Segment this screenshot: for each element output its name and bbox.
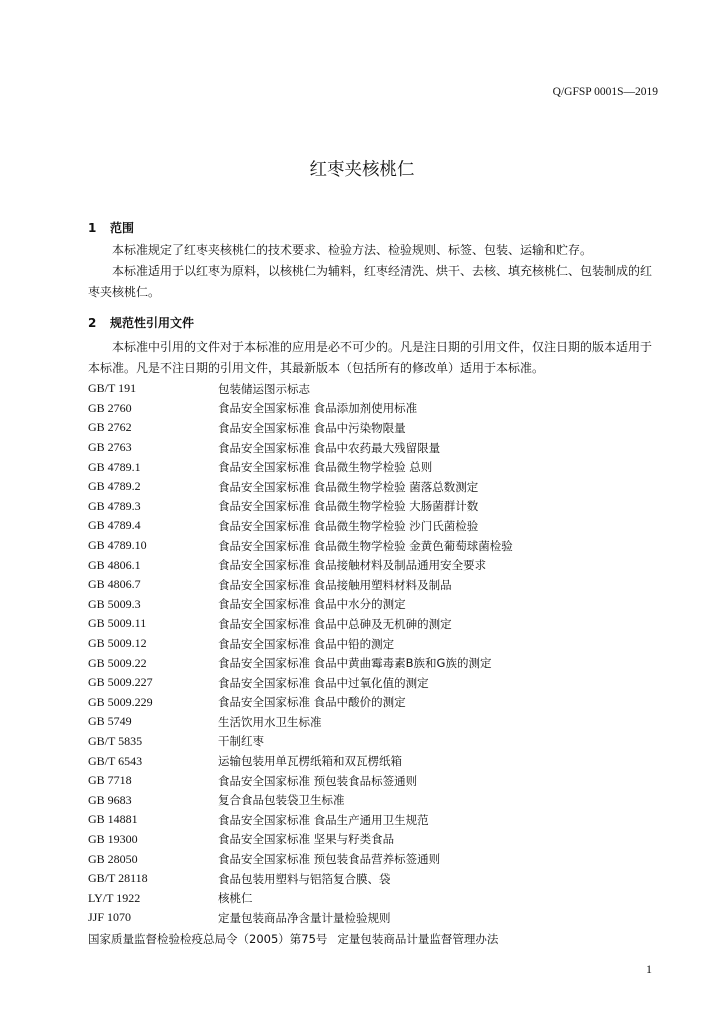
reference-title: 食品安全国家标准 预包装食品营养标签通则 xyxy=(218,852,441,867)
reference-title: 定量包装商品净含量计量检验规则 xyxy=(218,910,391,925)
reference-title: 食品安全国家标准 食品中总砷及无机砷的测定 xyxy=(218,616,452,631)
reference-code: GB 19300 xyxy=(88,831,138,846)
reference-code: GB 4789.3 xyxy=(88,498,141,513)
reference-title: 食品安全国家标准 食品微生物学检验 菌落总数测定 xyxy=(218,479,479,494)
reference-title: 食品安全国家标准 食品中过氧化值的测定 xyxy=(218,675,429,690)
reference-row xyxy=(88,908,513,928)
reference-code: GB 5009.12 xyxy=(88,636,147,651)
reference-title: 包装储运图示标志 xyxy=(218,381,310,396)
reference-title: 运输包装用单瓦楞纸箱和双瓦楞纸箱 xyxy=(218,754,402,769)
reference-code: GB 2763 xyxy=(88,440,132,455)
reference-row xyxy=(88,575,513,595)
reference-code: GB 4806.1 xyxy=(88,557,141,572)
reference-title: 食品包装用塑料与铝箔复合膜、袋 xyxy=(218,871,391,886)
reference-title: 食品安全国家标准 食品微生物学检验 沙门氏菌检验 xyxy=(218,518,479,533)
reference-title: 食品安全国家标准 食品接触材料及制品通用安全要求 xyxy=(218,558,487,573)
reference-row xyxy=(88,771,513,791)
reference-code: GB 4806.7 xyxy=(88,577,141,592)
reference-code: GB 5009.3 xyxy=(88,596,141,611)
order-reference-title: 定量包装商品计量监督管理办法 xyxy=(337,932,499,946)
reference-title: 食品安全国家标准 食品中黄曲霉毒素B族和G族的测定 xyxy=(218,656,492,671)
reference-title: 食品安全国家标准 食品中酸价的测定 xyxy=(218,695,406,710)
reference-code: GB 2762 xyxy=(88,420,132,435)
reference-title: 食品安全国家标准 食品中水分的测定 xyxy=(218,597,406,612)
reference-title: 食品安全国家标准 食品微生物学检验 总则 xyxy=(218,460,433,475)
reference-title: 食品安全国家标准 食品中铅的测定 xyxy=(218,636,395,651)
section-number: 2 xyxy=(88,316,97,330)
reference-row xyxy=(88,536,513,556)
reference-row xyxy=(88,595,513,615)
reference-row xyxy=(88,497,513,517)
reference-code: GB 4789.1 xyxy=(88,459,141,474)
section-title: 范围 xyxy=(110,221,135,235)
reference-code: GB/T 5835 xyxy=(88,733,143,748)
reference-code: GB 28050 xyxy=(88,851,138,866)
reference-title: 食品安全国家标准 食品添加剂使用标准 xyxy=(218,401,418,416)
reference-row xyxy=(88,438,513,458)
reference-row xyxy=(88,712,513,732)
reference-code: GB 4789.4 xyxy=(88,518,141,533)
reference-code: GB 14881 xyxy=(88,812,138,827)
reference-code: GB/T 6543 xyxy=(88,753,143,768)
reference-code: GB 5009.22 xyxy=(88,655,147,670)
reference-row xyxy=(88,732,513,752)
reference-code: GB 2760 xyxy=(88,400,132,415)
reference-row xyxy=(88,830,513,850)
reference-row xyxy=(88,849,513,869)
reference-title: 食品安全国家标准 坚果与籽类食品 xyxy=(218,832,395,847)
reference-row xyxy=(88,869,513,889)
reference-row xyxy=(88,810,513,830)
reference-title: 复合食品包装袋卫生标准 xyxy=(218,793,345,808)
reference-row xyxy=(88,399,513,419)
section-1-heading xyxy=(88,219,134,236)
reference-row xyxy=(88,477,513,497)
reference-code: JJF 1070 xyxy=(88,910,132,925)
reference-title: 食品安全国家标准 食品微生物学检验 金黄色葡萄球菌检验 xyxy=(218,538,513,553)
reference-title: 食品安全国家标准 预包装食品标签通则 xyxy=(218,773,418,788)
reference-code: LY/T 1922 xyxy=(88,890,141,905)
reference-row xyxy=(88,457,513,477)
reference-row xyxy=(88,653,513,673)
reference-code: GB 5009.229 xyxy=(88,694,153,709)
reference-code: GB 4789.10 xyxy=(88,538,147,553)
reference-code: GB 4789.2 xyxy=(88,479,141,494)
order-reference-code: 国家质量监督检验检疫总局令（2005）第75号 xyxy=(88,932,328,946)
reference-code: GB 7718 xyxy=(88,773,132,788)
order-reference-row xyxy=(88,931,498,947)
reference-row xyxy=(88,634,513,654)
section-1-paragraph: 本标准规定了红枣夹核桃仁的技术要求、检验方法、检验规则、标签、包装、运输和贮存。 xyxy=(112,243,593,257)
reference-row xyxy=(88,379,513,399)
reference-row xyxy=(88,888,513,908)
reference-title: 食品安全国家标准 食品生产通用卫生规范 xyxy=(218,812,429,827)
reference-title: 食品安全国家标准 食品接触用塑料材料及制品 xyxy=(218,577,452,592)
section-2-paragraph: 本标准中引用的文件对于本标准的应用是必不可少的。凡是注日期的引用文件，仅注日期的版本适用于本标准。凡是不注日期的引用文件，其最新版本（包括所有的修改单）适用于本标准。 xyxy=(88,340,653,375)
reference-code: GB 5009.227 xyxy=(88,675,153,690)
reference-row xyxy=(88,751,513,771)
reference-title: 食品安全国家标准 食品微生物学检验 大肠菌群计数 xyxy=(218,499,479,514)
reference-title: 食品安全国家标准 食品中农药最大残留限量 xyxy=(218,440,441,455)
document-title: 红枣夹核桃仁 xyxy=(309,160,415,180)
section-2-heading xyxy=(88,314,194,331)
reference-title: 生活饮用水卫生标准 xyxy=(218,714,322,729)
reference-row xyxy=(88,555,513,575)
reference-row xyxy=(88,516,513,536)
section-title: 规范性引用文件 xyxy=(110,316,195,330)
reference-row xyxy=(88,614,513,634)
reference-code: GB 9683 xyxy=(88,792,132,807)
reference-code: GB/T 28118 xyxy=(88,871,148,886)
page-number: 1 xyxy=(646,962,652,976)
section-1-paragraph: 本标准适用于以红枣为原料，以核桃仁为辅料，红枣经清洗、烘干、去核、填充核桃仁、包装制成的红枣夹核桃仁。 xyxy=(88,264,653,299)
reference-code: GB/T 191 xyxy=(88,381,137,396)
reference-list xyxy=(88,379,513,928)
reference-title: 干制红枣 xyxy=(218,734,264,749)
reference-title: 核桃仁 xyxy=(218,891,253,906)
section-number: 1 xyxy=(88,221,97,235)
reference-row xyxy=(88,693,513,713)
reference-title: 食品安全国家标准 食品中污染物限量 xyxy=(218,420,406,435)
reference-row xyxy=(88,790,513,810)
reference-code: GB 5009.11 xyxy=(88,616,147,631)
reference-code: GB 5749 xyxy=(88,714,132,729)
standard-code: Q/GFSP 0001S—2019 xyxy=(552,86,658,98)
reference-row xyxy=(88,673,513,693)
reference-row xyxy=(88,418,513,438)
